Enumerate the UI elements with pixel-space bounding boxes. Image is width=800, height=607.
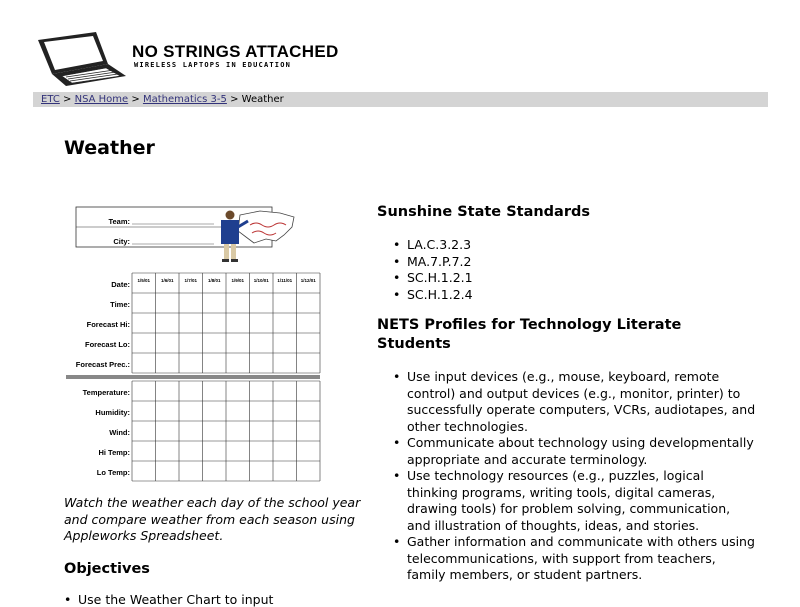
- weatherman-clipart: [221, 211, 294, 263]
- row-label: Forecast Prec.:: [75, 360, 130, 369]
- date-label: 1/10/01: [253, 278, 269, 283]
- date-label: 1/7/01: [184, 278, 198, 283]
- row-label: Hi Temp:: [98, 448, 130, 457]
- row-label: Lo Temp:: [96, 468, 130, 477]
- nets-item: • Gather information and communicate with others using telecommunications, with support from teachers, family members, or student partners.: [407, 534, 757, 584]
- standard-item: • LA.C.3.2.3: [407, 237, 757, 254]
- breadcrumb-current: Weather: [241, 94, 284, 105]
- breadcrumb-separator: >: [63, 94, 72, 105]
- lesson-caption: Watch the weather each day of the school year and compare weather from each season using Appleworks Spreadsheet.: [64, 495, 361, 543]
- brand-title: NO STRINGS ATTACHED: [132, 42, 339, 61]
- breadcrumb-link-nsa-home[interactable]: NSA Home: [74, 94, 129, 105]
- row-label: Time:: [110, 300, 130, 309]
- standards-column: [377, 203, 757, 584]
- laptop-icon: [36, 30, 128, 86]
- date-label: 1/5/01: [137, 278, 151, 283]
- date-label: 1/6/01: [160, 278, 174, 283]
- row-label: Humidity:: [95, 408, 130, 417]
- nets-item: • Use technology resources (e.g., puzzles, logical thinking programs, writing tools, digital cameras, drawing tools) for problem solving, communication, and illustration of thoughts, ideas, and stories.: [407, 468, 757, 534]
- row-label: Forecast Lo:: [84, 340, 130, 349]
- page-title: Weather: [64, 137, 155, 159]
- row-label: Forecast Hi:: [86, 320, 130, 329]
- row-label: Temperature:: [82, 388, 130, 397]
- weather-chart-image: [64, 205, 316, 477]
- brand-tagline: WIRELESS LAPTOPS IN EDUCATION: [134, 61, 292, 69]
- breadcrumb-link-etc[interactable]: ETC: [41, 94, 60, 105]
- nets-list: [377, 369, 757, 584]
- objective-item: • Use the Weather Chart to input: [78, 592, 273, 607]
- standards-list: [377, 237, 757, 303]
- breadcrumb: [33, 92, 768, 107]
- date-label: 1/8/01: [207, 278, 221, 283]
- objectives-heading: Objectives: [64, 561, 150, 577]
- row-label: Date:: [111, 280, 130, 289]
- chart-separator-band: [66, 375, 320, 379]
- city-label: City:: [113, 237, 130, 246]
- date-label: 1/11/01: [277, 278, 293, 283]
- date-label: 1/12/01: [300, 278, 316, 283]
- date-label: 1/9/01: [231, 278, 245, 283]
- nets-item: • Use input devices (e.g., mouse, keyboard, remote control) and output devices (e.g., monitor, printer) to successfully operate computers, VCRs, audiotapes, and other technologies.: [407, 369, 757, 435]
- nets-item: • Communicate about technology using developmentally appropriate and accurate terminology.: [407, 435, 757, 468]
- nets-heading: NETS Profiles for Technology Literate Students: [377, 317, 682, 352]
- standard-item: • MA.7.P.7.2: [407, 254, 757, 271]
- breadcrumb-link-mathematics[interactable]: Mathematics 3-5: [142, 94, 227, 105]
- site-logo[interactable]: [36, 30, 339, 88]
- standard-item: • SC.H.1.2.4: [407, 287, 757, 304]
- breadcrumb-separator: >: [131, 94, 140, 105]
- team-label: Team:: [108, 217, 130, 226]
- standards-heading: Sunshine State Standards: [377, 204, 590, 220]
- breadcrumb-separator: >: [230, 94, 239, 105]
- standard-item: • SC.H.1.2.1: [407, 270, 757, 287]
- row-label: Wind:: [109, 428, 130, 437]
